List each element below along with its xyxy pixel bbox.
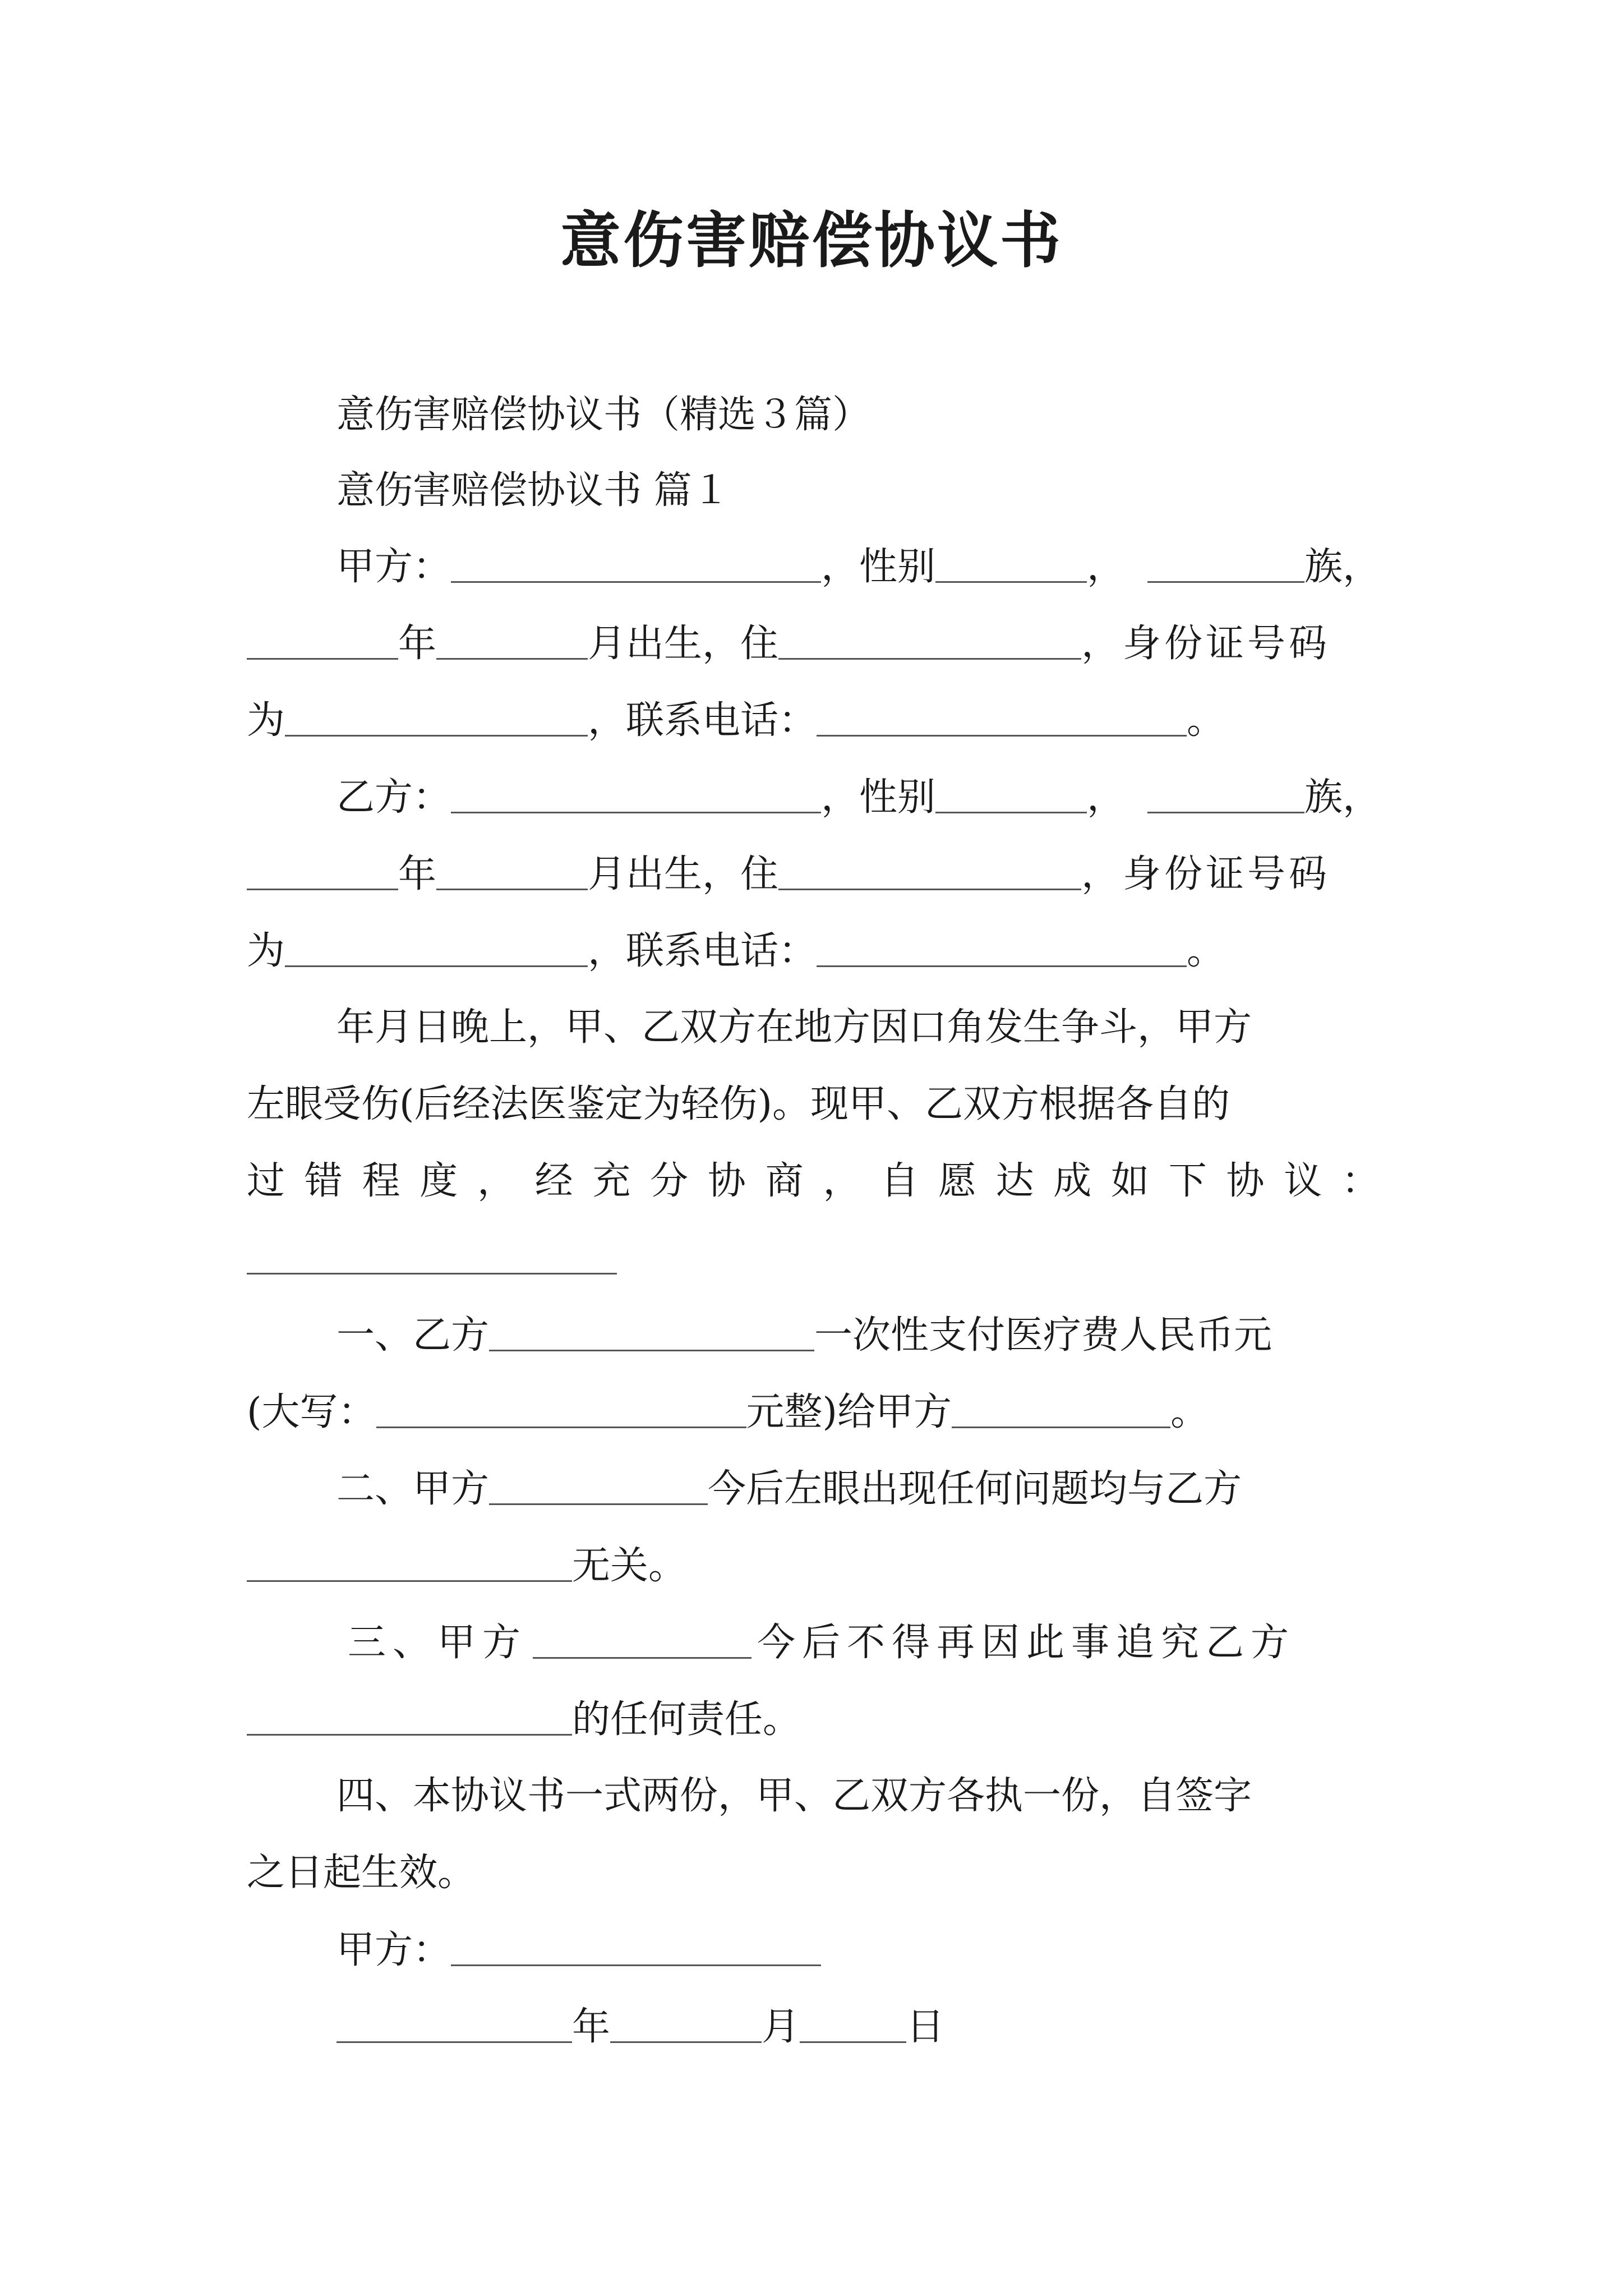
party-a-gender-blank[interactable] <box>935 539 1087 583</box>
clause-2-text: 今后左眼出现任何问题均与乙方 <box>708 1467 1242 1511</box>
party-a-wei: 为 <box>247 698 285 743</box>
clause-3-line-1 <box>348 1614 1380 1671</box>
party-b-name-blank[interactable] <box>451 769 821 813</box>
clause-2-line-1 <box>336 1461 1380 1517</box>
party-b-address-blank[interactable] <box>778 846 1081 890</box>
party-b-line-3 <box>247 923 1380 979</box>
incident-line-3-char: ， <box>823 1159 861 1203</box>
party-a-label: 甲方： <box>336 545 451 589</box>
party-a-gender-label: ，性别 <box>821 545 936 589</box>
party-b-born-label: 月出生，住 <box>588 852 779 896</box>
incident-line-3-char: 充 <box>592 1159 631 1203</box>
clause-4-line-1: 四、本协议书一式两份，甲、乙双方各执一份，自签字 <box>336 1774 1252 1818</box>
party-a-ethnic-label: 族， <box>1304 545 1381 589</box>
incident-line-3-char: ， <box>477 1159 515 1203</box>
party-a-year-label: 年 <box>398 622 437 666</box>
clause-2-blank[interactable] <box>247 1538 572 1582</box>
document-title: 意伤害赔偿协议书 <box>560 206 1063 276</box>
incident-line-3-char: 商 <box>765 1159 804 1203</box>
signature-year-blank[interactable] <box>336 1999 572 2043</box>
party-b-year-label: 年 <box>398 852 437 896</box>
clause-1-prefix: 一、乙方 <box>336 1313 490 1358</box>
party-a-born-label: 月出生，住 <box>588 622 779 666</box>
incident-line-3-char: 下 <box>1168 1159 1207 1203</box>
party-a-line-3 <box>247 692 1380 749</box>
party-b-id-label: ，身份证号码 <box>1081 852 1331 896</box>
incident-line-3-char: 成 <box>1053 1159 1092 1203</box>
party-b-gender-blank[interactable] <box>935 769 1087 813</box>
party-a-line-1: 甲方： ，性别 ， 族， <box>336 539 1380 595</box>
incident-line-3-char: 自 <box>880 1159 919 1203</box>
clause-1-line-1 <box>336 1307 1380 1364</box>
clause-1-give-label: 元整)给甲方 <box>746 1390 952 1434</box>
signature-month-label: 月 <box>762 2005 800 2049</box>
party-b-ethnic-label: 族， <box>1304 775 1381 820</box>
incident-line-4 <box>247 1230 1380 1287</box>
clause-2-prefix: 二、甲方 <box>336 1467 490 1511</box>
clause-1-end: 。 <box>1170 1390 1209 1434</box>
incident-line-3 <box>247 1153 1380 1209</box>
clause-2-end: 无关。 <box>572 1544 687 1588</box>
party-b-line-2 <box>247 846 1380 903</box>
party-a-month-blank[interactable] <box>436 615 588 660</box>
party-a-phone-blank[interactable] <box>817 692 1187 737</box>
clause-1-text: 一次性支付医疗费人民币元 <box>814 1313 1272 1358</box>
signature-date-line <box>336 1999 1380 2055</box>
party-b-month-blank[interactable] <box>436 846 588 890</box>
incident-blank[interactable] <box>247 1230 617 1274</box>
signature-party-line <box>336 1922 1380 1978</box>
clause-1-amount-blank[interactable] <box>376 1384 746 1428</box>
signature-day-blank[interactable] <box>800 1999 906 2043</box>
incident-line-3-char: ： <box>1341 1159 1380 1203</box>
party-b-label: 乙方： <box>336 775 451 820</box>
clause-3-line-2 <box>247 1691 1380 1748</box>
party-b-year-blank[interactable] <box>247 846 398 890</box>
incident-line-3-char: 议 <box>1284 1159 1322 1203</box>
party-a-name-blank[interactable] <box>451 539 821 583</box>
section-heading: 意伤害赔偿协议书 篇１ <box>336 468 730 513</box>
party-b-wei: 为 <box>247 929 285 973</box>
incident-line-3-char: 经 <box>534 1159 573 1203</box>
incident-line-3-char: 达 <box>995 1159 1034 1203</box>
party-a-id-label: ，身份证号码 <box>1081 622 1331 666</box>
clause-1-uppercase-label: (大写： <box>247 1390 376 1434</box>
incident-line-1: 年月日晚上，甲、乙双方在地方因口角发生争斗，甲方 <box>336 1005 1252 1050</box>
party-a-line-2 <box>247 615 1380 672</box>
clause-2-line-2 <box>247 1538 1380 1594</box>
signature-party-blank[interactable] <box>451 1922 821 1966</box>
incident-line-3-char: 如 <box>1111 1159 1150 1203</box>
clause-4-line-2: 之日起生效。 <box>247 1851 476 1895</box>
clause-3-prefix: 三、甲方 <box>348 1621 528 1665</box>
signature-day-label: 日 <box>906 2005 945 2049</box>
incident-line-3-char: 分 <box>650 1159 689 1203</box>
clause-3-blank[interactable] <box>247 1691 572 1736</box>
clause-1-recipient-blank[interactable] <box>952 1384 1170 1428</box>
party-a-id-blank[interactable] <box>285 692 588 737</box>
signature-party-label: 甲方： <box>336 1928 451 1972</box>
incident-line-3-char: 度 <box>419 1159 458 1203</box>
party-b-phone-blank[interactable] <box>817 923 1187 967</box>
incident-line-3-char: 愿 <box>938 1159 976 1203</box>
signature-month-blank[interactable] <box>610 1999 762 2043</box>
incident-line-3-char: 过 <box>247 1159 285 1203</box>
party-a-phone-label: ，联系电话： <box>588 698 817 743</box>
party-b-line-1: 乙方： ，性别 ， 族， <box>336 769 1380 826</box>
signature-year-label: 年 <box>572 2005 611 2049</box>
party-a-end: 。 <box>1187 698 1225 743</box>
clause-3-party-blank[interactable] <box>533 1614 751 1659</box>
party-a-address-blank[interactable] <box>778 615 1081 660</box>
party-b-ethnic-blank[interactable] <box>1147 769 1304 813</box>
party-a-year-blank[interactable] <box>247 615 398 660</box>
party-b-gender-label: ，性别 <box>821 775 936 820</box>
incident-line-3-char: 错 <box>304 1159 343 1203</box>
incident-line-3-char: 协 <box>707 1159 746 1203</box>
clause-3-end: 的任何责任。 <box>572 1697 801 1742</box>
clause-1-line-2 <box>247 1384 1380 1441</box>
party-b-end: 。 <box>1187 929 1225 973</box>
party-a-ethnic-blank[interactable] <box>1147 539 1304 583</box>
incident-line-3-char: 协 <box>1226 1159 1265 1203</box>
subtitle: 意伤害赔偿协议书（精选３篇） <box>336 393 871 437</box>
party-b-phone-label: ，联系电话： <box>588 929 817 973</box>
party-b-id-blank[interactable] <box>285 923 588 967</box>
incident-line-3-char: 程 <box>362 1159 400 1203</box>
clause-3-text: 今后不得再因此事追究乙方 <box>757 1621 1296 1665</box>
incident-line-2: 左眼受伤(后经法医鉴定为轻伤)。现甲、乙双方根据各自的 <box>247 1082 1230 1126</box>
clause-2-party-blank[interactable] <box>489 1461 708 1505</box>
clause-1-party-blank[interactable] <box>489 1307 814 1351</box>
